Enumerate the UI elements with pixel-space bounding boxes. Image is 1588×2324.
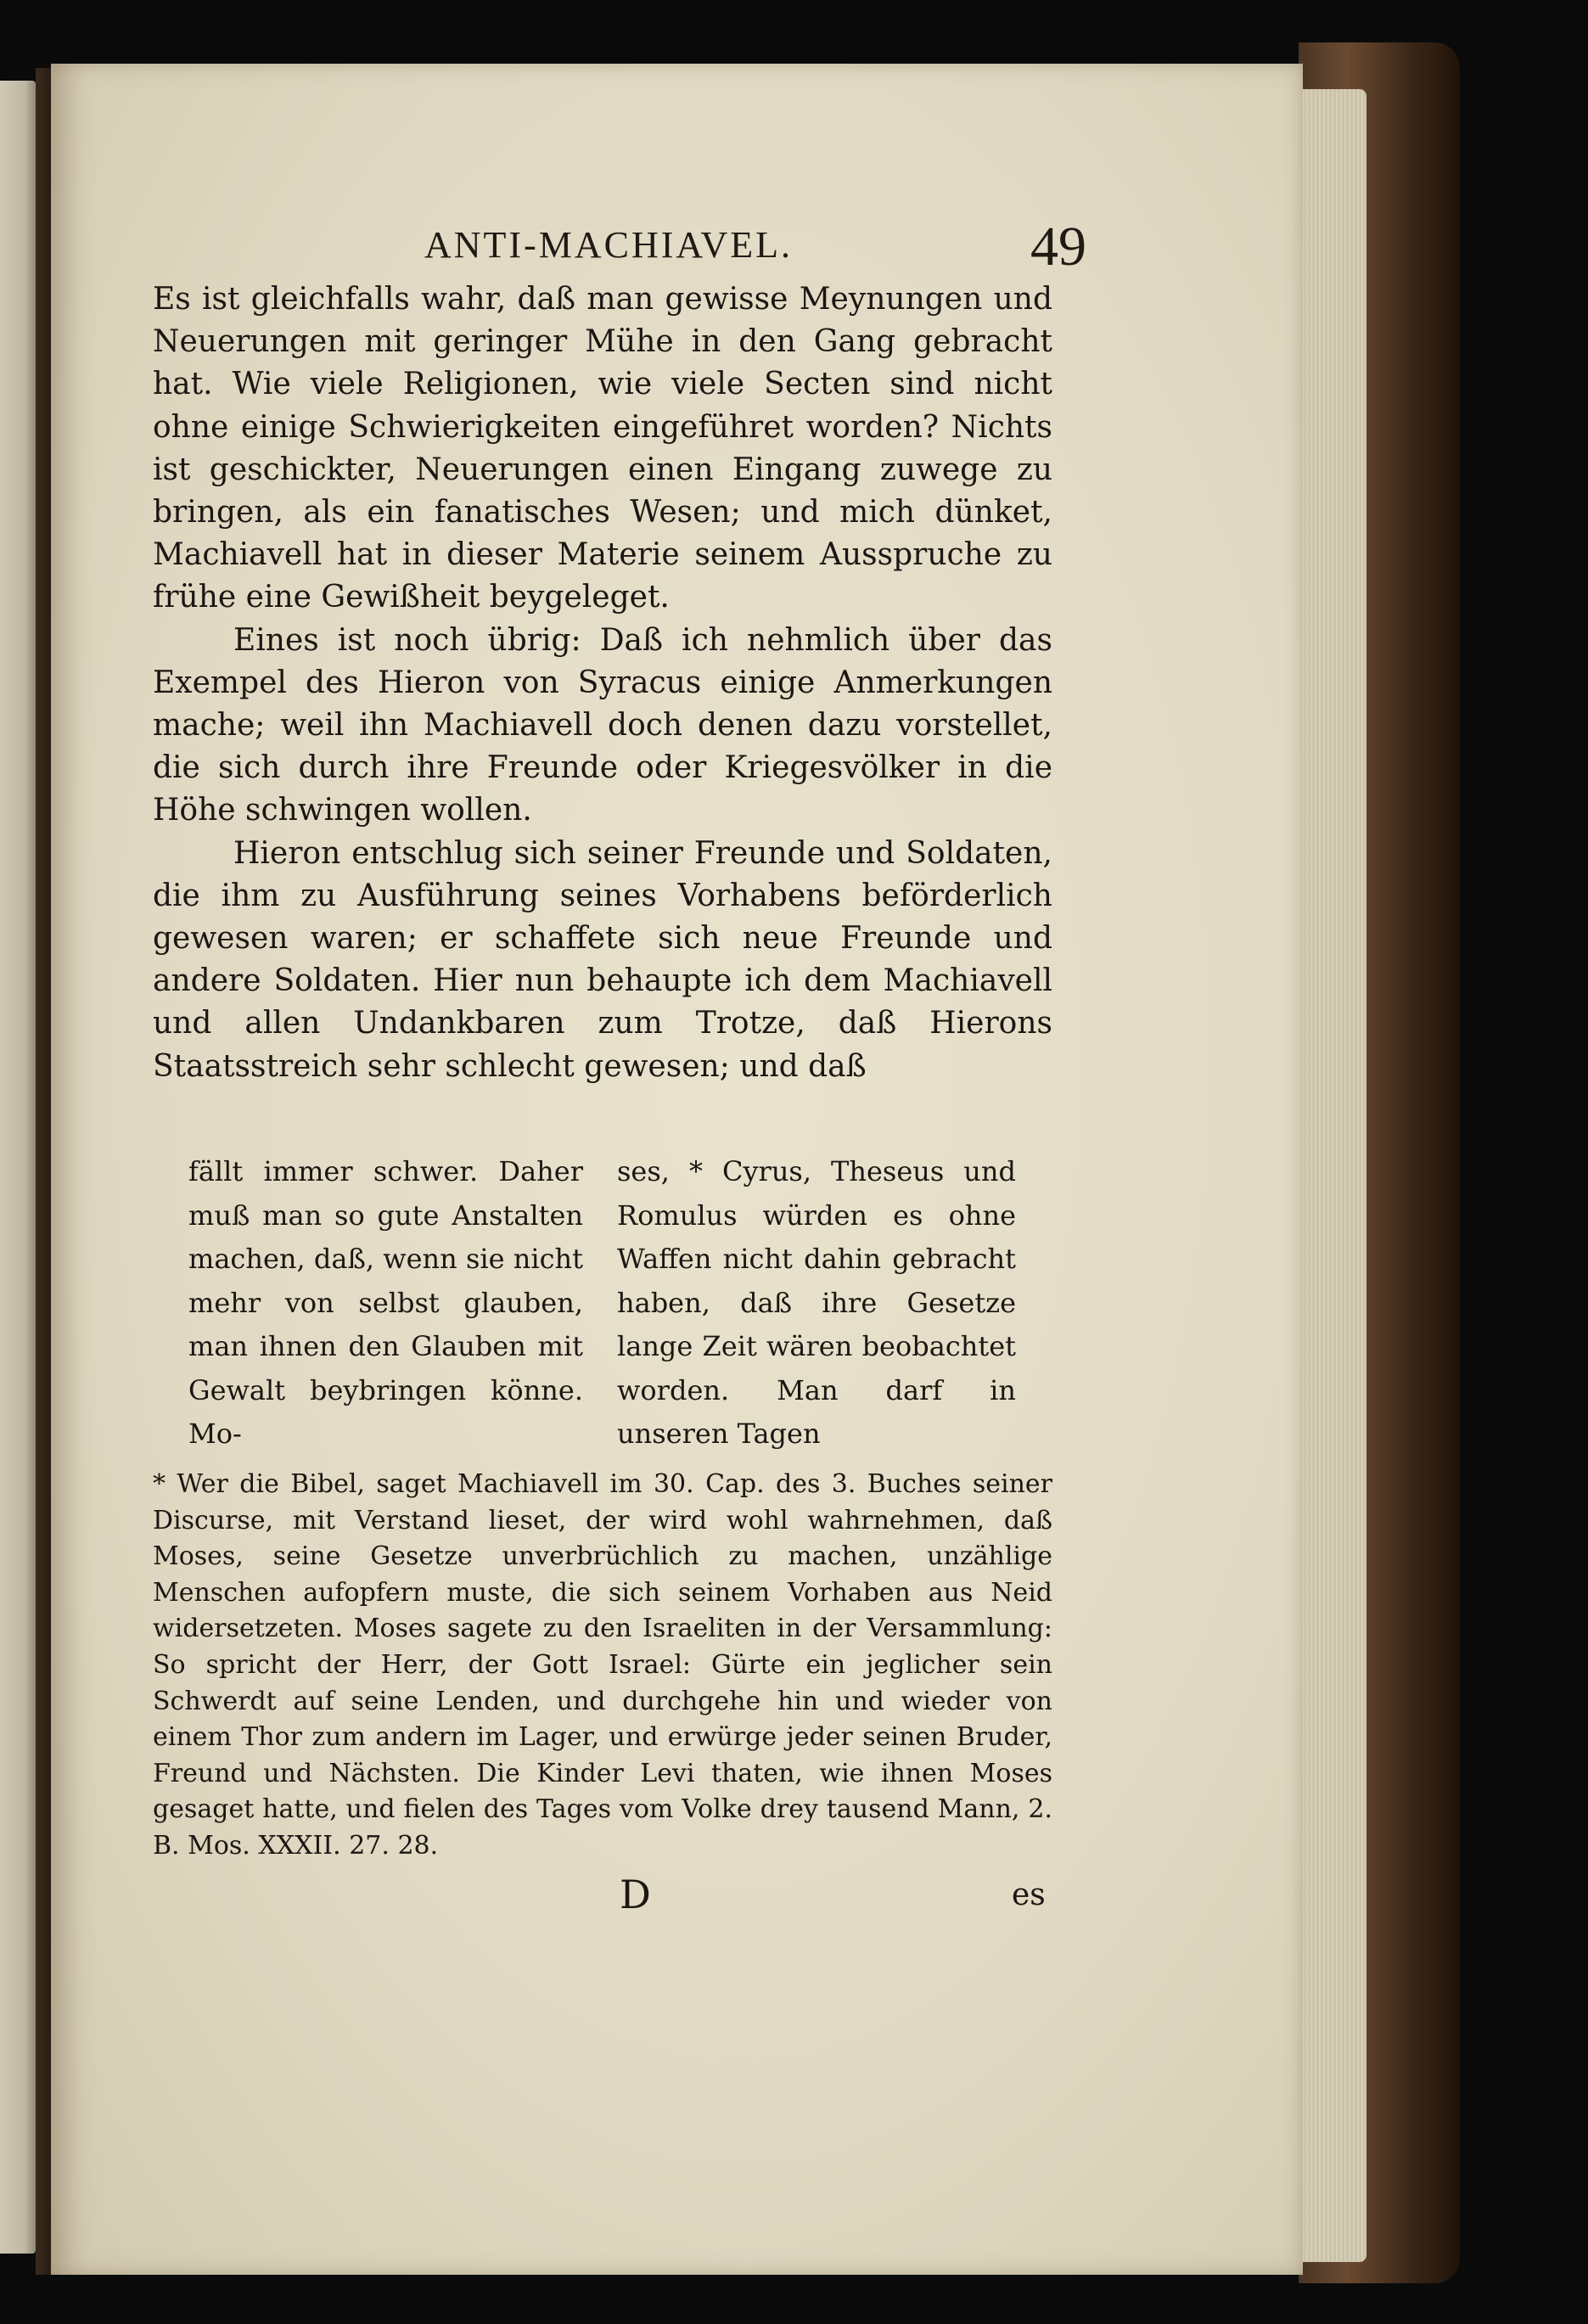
paragraph: Eines ist noch übrig: Daß ich nehmlich über das Exempel des Hieron von Syracus einige Anmerkungen mache; weil ihn Machiavell doch denen dazu vorstellet, die sich durch ihre Freunde oder Kriegesvölker in die Höhe schwingen wollen.: [153, 622, 1052, 828]
facing-page-edge: [0, 81, 36, 2254]
note-column-right: ses, * Cyrus, Theseus und Romulus würden es ohne Waffen nicht dahin gebracht haben, daß ihre Gesetze lange Zeit wären beobachtet worden. Man darf in unseren Tagen: [617, 1155, 1016, 1450]
paragraph: Hieron entschlug sich seiner Freunde und Soldaten, die ihm zu Ausführung seines Vorhabens beförderlich gewesen waren; er schaffete sich neue Freunde und andere Soldaten. Hier nun behaupte ich dem Machiavell und allen Undankbaren zum Trotze, daß Hierons Staatsstreich sehr schlecht gewesen; und daß: [153, 835, 1052, 1084]
signature-mark: D: [620, 1872, 651, 1917]
page-header: [424, 216, 1112, 284]
running-title: ANTI-MACHIAVEL.: [424, 224, 794, 266]
page-number: 49: [1030, 216, 1086, 278]
note-column-left: fällt immer schwer. Daher muß man so gute Anstalten machen, daß, wenn sie nicht mehr von selbst glauben, man ihnen den Glauben mit Gewalt beybringen könne. Mo-: [188, 1155, 583, 1450]
paragraph: Es ist gleichfalls wahr, daß man gewisse Meynungen und Neuerungen mit geringer Mühe in den Gang gebracht hat. Wie viele Religionen, wie viele Secten sind nicht ohne einige Schwierigkeiten eingeführet worden? Nichts ist geschickter, Neuerungen einen Eingang zuwege zu bringen, als ein fanatisches Wesen; und mich dünket, Machiavell hat in dieser Materie seinem Ausspruche zu frühe eine Gewißheit beygeleget.: [153, 282, 1052, 615]
catchword: es: [1012, 1878, 1046, 1912]
main-text: [153, 278, 1052, 1088]
footnote: * Wer die Bibel, saget Machiavell im 30. Cap. des 3. Buches seiner Discurse, mit Verstand lieset, der wird wohl wahrnehmen, daß Moses, seine Gesetze unverbrüchlich zu machen, unzählige Menschen aufopfern muste, die sich seinem Vorhaben aus Neid widersetzeten. Moses sagete zu den Israeliten in der Versammlung: So spricht der Herr, der Gott Israel: Gürte ein jeglicher sein Schwerdt auf seine Lenden, und durchgehe hin und wieder von einem Thor zum andern im Lager, und erwürge jeder seinen Bruder, Freund und Nächsten. Die Kinder Levi thaten, wie ihnen Moses gesaget hatte, und fielen des Tages vom Volke drey tausend Mann, 2. B. Mos. XXXII. 27. 28.: [153, 1469, 1052, 1861]
